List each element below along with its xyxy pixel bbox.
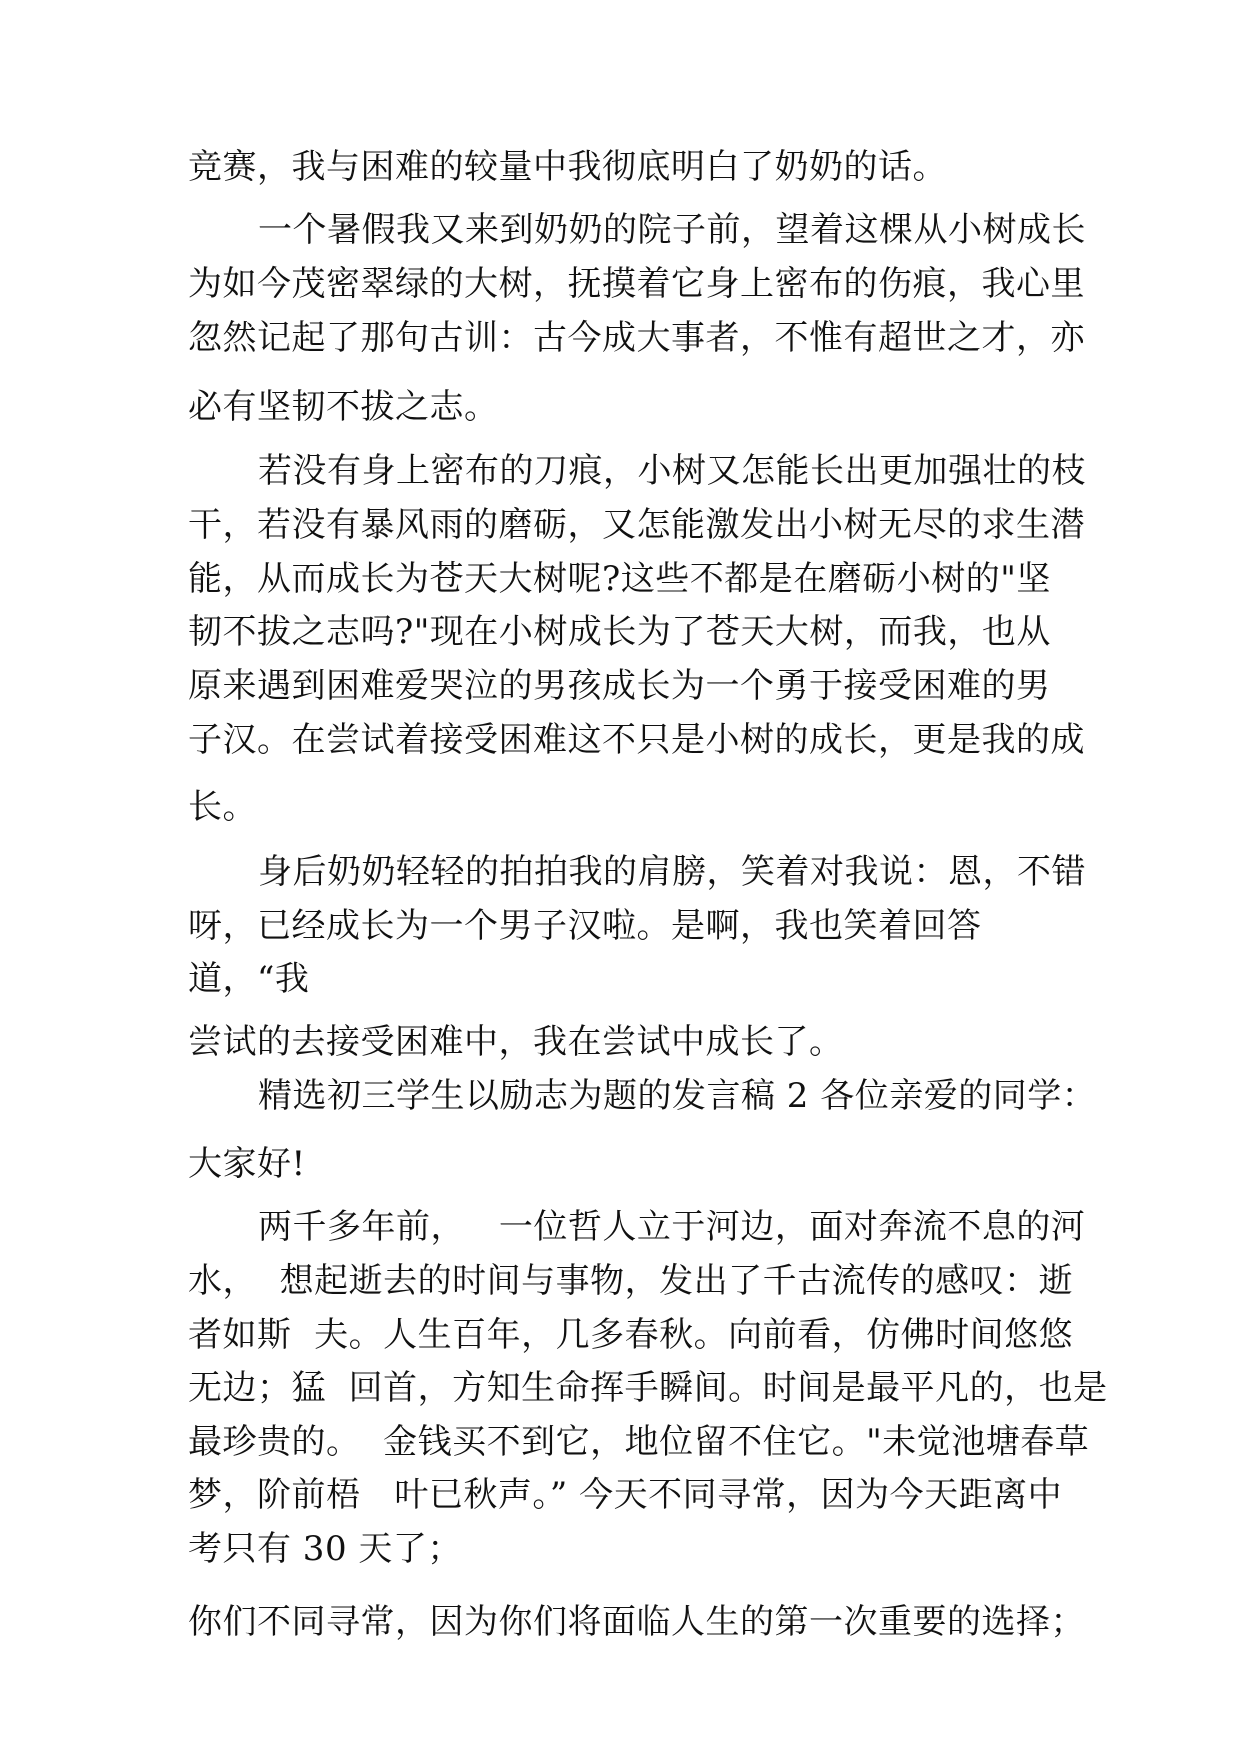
text-line-18: 大家好!: [188, 1144, 306, 1184]
text-line-13: 身后奶奶轻轻的拍拍我的肩膀，笑着对我说：恩，不错: [258, 852, 1086, 892]
text-line-19: 两千多年前， 一位哲人立于河边，面对奔流不息的河: [258, 1207, 1086, 1247]
text-line-16: 尝试的去接受困难中，我在尝试中成长了。: [188, 1022, 844, 1062]
text-line-14: 呀，已经成长为一个男子汉啦。是啊，我也笑着回答: [188, 906, 982, 946]
text-line-6: 若没有身上密布的刀痕，小树又怎能长出更加强壮的枝: [258, 451, 1086, 491]
text-line-20: 水， 想起逝去的时间与事物，发出了千古流传的感叹：逝: [188, 1261, 1074, 1301]
text-line-22: 无边；猛 回首，方知生命挥手瞬间。时间是最平凡的，也是: [188, 1368, 1108, 1408]
text-line-8: 能，从而成长为苍天大树呢?这些不都是在磨砺小树的"坚: [188, 559, 1051, 599]
text-line-11: 子汉。在尝试着接受困难这不只是小树的成长，更是我的成: [188, 720, 1085, 760]
text-line-21: 者如斯 夫。人生百年，几多春秋。向前看，仿佛时间悠悠: [188, 1315, 1074, 1355]
text-line-4: 忽然记起了那句古训：古今成大事者，不惟有超世之才，亦: [188, 318, 1085, 358]
text-line-9: 韧不拔之志吗?"现在小树成长为了苍天大树，而我，也从: [188, 612, 1051, 652]
text-line-24: 梦，阶前梧 叶已秋声。” 今天不同寻常，因为今天距离中: [188, 1475, 1063, 1515]
text-line-23: 最珍贵的。 金钱买不到它，地位留不住它。"未觉池塘春草: [188, 1422, 1090, 1462]
text-line-5: 必有坚韧不拔之志。: [188, 387, 499, 427]
text-line-25: 考只有 30 天了；: [188, 1529, 462, 1569]
text-line-12: 长。: [188, 787, 257, 827]
text-line-10: 原来遇到困难爱哭泣的男孩成长为一个勇于接受困难的男: [188, 666, 1051, 706]
text-line-26: 你们不同寻常，因为你们将面临人生的第一次重要的选择；: [188, 1602, 1085, 1642]
text-line-15: 道，“我: [188, 959, 310, 999]
text-line-2: 一个暑假我又来到奶奶的院子前，望着这棵从小树成长: [258, 210, 1086, 250]
text-line-7: 干，若没有暴风雨的磨砺，又怎能激发出小树无尽的求生潜: [188, 505, 1085, 545]
text-line-1: 竞赛，我与困难的较量中我彻底明白了奶奶的话。: [188, 147, 947, 187]
text-line-17: 精选初三学生以励志为题的发言稿 2 各位亲爱的同学：: [258, 1076, 1097, 1116]
text-line-3: 为如今茂密翠绿的大树，抚摸着它身上密布的伤痕，我心里: [188, 264, 1085, 304]
